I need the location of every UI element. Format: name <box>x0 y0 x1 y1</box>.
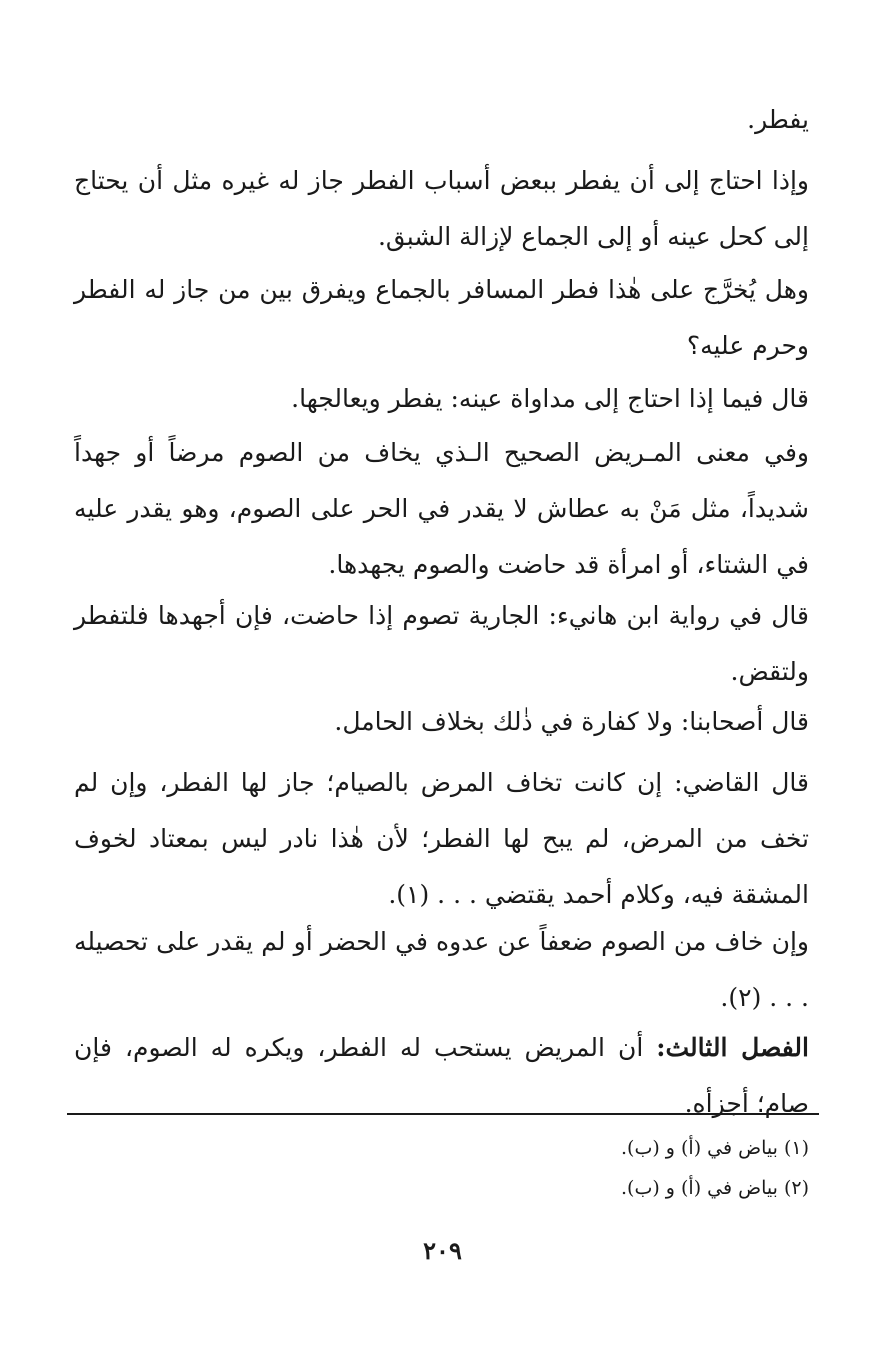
section-heading: الفصل الثالث: <box>656 1033 809 1062</box>
paragraph-weakness-from-fasting: وإن خاف من الصوم ضعفاً عن عدوه في الحضر أو لم يقدر على تحصيله . . . (٢). <box>74 927 809 1012</box>
paragraph-qadi-opinion: قال القاضي: إن كانت تخاف المرض بالصيام؛ جاز لها الفطر، وإن لم تخف من المرض، لم يبح لها الفطر؛ لأن هٰذا نادر ليس بمعتاد لخوف المشقة فيه، وكلام أحمد يقتضي . . . (١). <box>74 768 809 909</box>
paragraph-need-to-break-fast: وإذا احتاج إلى أن يفطر ببعض أسباب الفطر جاز له غيره مثل أن يحتاج إلى كحل عينه أو إلى الجماع لإزالة الشبق. <box>74 166 809 251</box>
footnote-1: (١) بياض في (أ) و (ب). <box>621 1137 809 1159</box>
paragraph-ibn-hani-narration: قال في رواية ابن هانيء: الجارية تصوم إذا حاضت، فإن أجهدها فلتفطر ولتقض. <box>74 601 809 686</box>
paragraph-third-section <box>74 1020 809 1132</box>
page-number: ٢٠٩ <box>423 1236 462 1265</box>
footnote-separator <box>67 1113 819 1115</box>
paragraph-eye-treatment: قال فيما إذا احتاج إلى مداواة عينه: يفطر ويعالجها. <box>291 384 809 413</box>
footnote-2: (٢) بياض في (أ) و (ب). <box>621 1177 809 1199</box>
paragraph-healthy-fearing-illness: وفي معنى المـريض الصحيح الـذي يخاف من الصوم مرضاً أو جهداً شديداً، مثل مَنْ به عطاش لا يقدر في الحر على الصوم، وهو يقدر عليه في الشتاء، أو امرأة قد حاضت والصوم يجهدها. <box>74 438 809 579</box>
paragraph-no-expiation: قال أصحابنا: ولا كفارة في ذٰلك بخلاف الحامل. <box>334 707 809 736</box>
paragraph-intro: يفطر. <box>747 105 809 134</box>
paragraph-traveler-question: وهل يُخرَّج على هٰذا فطر المسافر بالجماع ويفرق بين من جاز له الفطر وحرم عليه؟ <box>74 275 809 360</box>
section-text: أن المريض يستحب له الفطر، ويكره له الصوم، فإن صام؛ أجزأه. <box>74 1033 809 1118</box>
